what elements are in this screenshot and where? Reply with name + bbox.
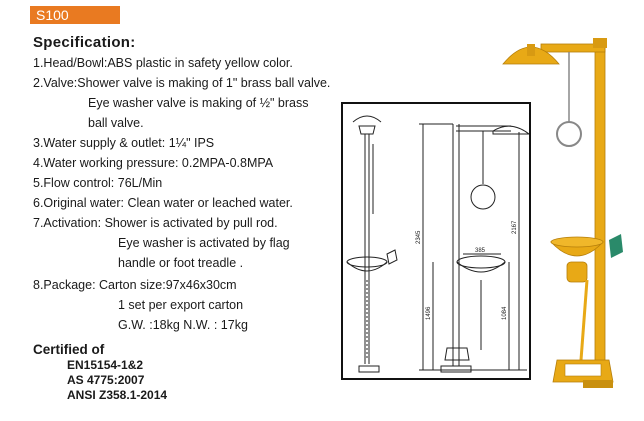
cert-standard-1: EN15154-1&2 (67, 358, 144, 372)
product-photo (495, 30, 635, 407)
spec-line-2c: ball valve. (88, 116, 144, 130)
spec-line-7b: Eye washer is activated by flag (118, 236, 290, 250)
specification-title: Specification: (33, 34, 136, 51)
dim-1084: 1084 (502, 306, 508, 320)
spec-line-3: 3.Water supply & outlet: 1¼" IPS (33, 136, 215, 150)
certified-title: Certified of (33, 342, 105, 357)
cert-standard-2: AS 4775:2007 (67, 373, 145, 387)
model-badge: S100 (30, 6, 120, 24)
spec-line-6: 6.Original water: Clean water or leached water. (33, 196, 293, 210)
dim-1496: 1496 (426, 306, 432, 320)
spec-line-7: 7.Activation: Shower is activated by pull rod. (33, 216, 278, 230)
spec-line-2b: Eye washer valve is making of ½" brass (88, 96, 309, 110)
spec-line-2: 2.Valve:Shower valve is making of 1" brass ball valve. (33, 76, 331, 90)
dim-385: 385 (475, 248, 486, 254)
spec-line-5: 5.Flow control: 76L/Min (33, 176, 163, 190)
spec-line-4: 4.Water working pressure: 0.2MPA-0.8MPA (33, 156, 274, 170)
shower-illustration (495, 30, 635, 402)
spec-line-8: 8.Package: Carton size:97x46x30cm (33, 278, 237, 292)
spec-line-8c: G.W. :18kg N.W. : 17kg (118, 318, 248, 332)
spec-line-7c: handle or foot treadle . (118, 256, 244, 270)
dim-2167: 2167 (512, 220, 518, 234)
dim-2345: 2345 (416, 230, 422, 244)
cert-standard-3: ANSI Z358.1-2014 (67, 388, 168, 402)
spec-line-1: 1.Head/Bowl:ABS plastic in safety yellow color. (33, 56, 293, 70)
spec-line-8b: 1 set per export carton (118, 298, 244, 312)
